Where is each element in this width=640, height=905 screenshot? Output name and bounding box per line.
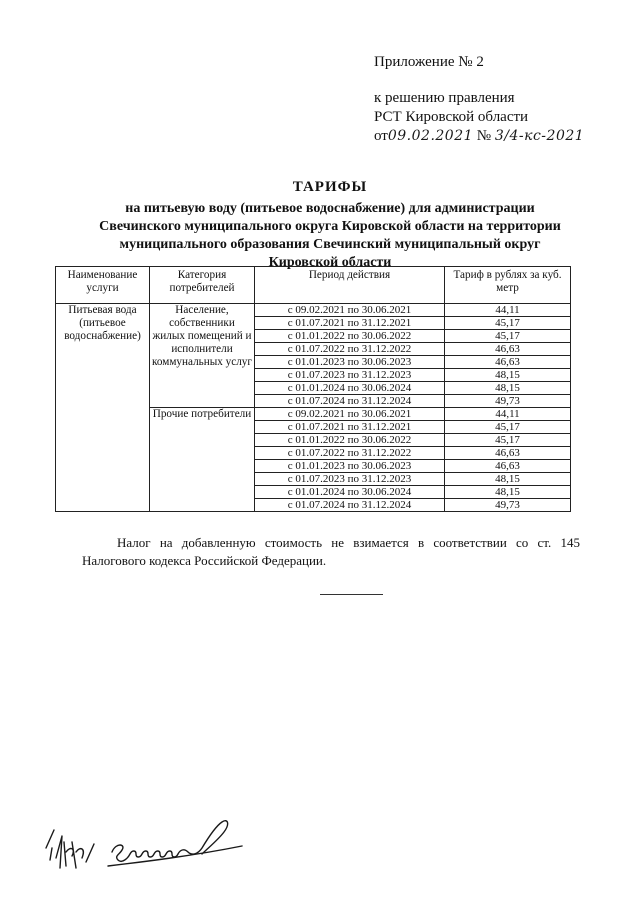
date-prefix: от — [374, 128, 388, 144]
period-cell: с 09.02.2021 по 30.06.2021 — [255, 304, 445, 317]
period-cell: с 01.07.2023 по 31.12.2023 — [255, 369, 445, 382]
tariff-cell: 49,73 — [445, 499, 571, 512]
closing-rule — [320, 594, 383, 595]
period-cell: с 01.07.2022 по 31.12.2022 — [255, 343, 445, 356]
tariff-cell: 46,63 — [445, 460, 571, 473]
tariff-table — [55, 266, 571, 512]
tariff-cell: 48,15 — [445, 486, 571, 499]
tariff-cell: 46,63 — [445, 343, 571, 356]
handwritten-number: 3/4-кс-2021 — [494, 128, 585, 144]
decision-reference: к решению правления — [374, 90, 515, 106]
period-cell: с 01.07.2024 по 31.12.2024 — [255, 499, 445, 512]
handwritten-date: 09.02.2021 — [387, 128, 474, 144]
vat-note — [82, 534, 580, 570]
header-category: Категория потребителей — [150, 267, 255, 304]
tariff-cell: 48,15 — [445, 473, 571, 486]
period-cell: с 01.01.2024 по 30.06.2024 — [255, 486, 445, 499]
period-cell: с 01.07.2021 по 31.12.2021 — [255, 421, 445, 434]
header-period: Период действия — [255, 267, 445, 304]
period-cell: с 01.01.2023 по 30.06.2023 — [255, 356, 445, 369]
header-tariff: Тариф в рублях за куб. метр — [445, 267, 571, 304]
tariff-cell: 45,17 — [445, 421, 571, 434]
tariff-cell: 48,15 — [445, 369, 571, 382]
period-cell: с 01.01.2024 по 30.06.2024 — [255, 382, 445, 395]
period-cell: с 01.07.2023 по 31.12.2023 — [255, 473, 445, 486]
table-header-row — [56, 267, 571, 304]
handwritten-signature — [42, 808, 252, 883]
period-cell: с 01.07.2021 по 31.12.2021 — [255, 317, 445, 330]
service-name-cell: Питьевая вода (питьевое водоснабжение) — [56, 304, 150, 512]
table-row — [56, 304, 571, 317]
period-cell: с 09.02.2021 по 30.06.2021 — [255, 408, 445, 421]
title-line-2: Свечинского муниципального округа Кировской области на территории — [99, 219, 561, 234]
appendix-header — [374, 53, 584, 146]
signature-icon — [42, 808, 252, 878]
tariff-cell: 45,17 — [445, 317, 571, 330]
category-cell: Прочие потребители — [150, 408, 255, 512]
tariff-cell: 49,73 — [445, 395, 571, 408]
number-prefix: № — [476, 128, 492, 144]
header-service: Наименование услуги — [56, 267, 150, 304]
title-line-4: Кировской области — [268, 255, 392, 270]
period-cell: с 01.01.2022 по 30.06.2022 — [255, 330, 445, 343]
period-cell: с 01.01.2022 по 30.06.2022 — [255, 434, 445, 447]
tariff-cell: 46,63 — [445, 356, 571, 369]
period-cell: с 01.01.2023 по 30.06.2023 — [255, 460, 445, 473]
tariff-cell: 46,63 — [445, 447, 571, 460]
table-body — [56, 304, 571, 512]
title-line-1: на питьевую воду (питьевое водоснабжение) для администрации — [125, 201, 535, 216]
period-cell: с 01.07.2024 по 31.12.2024 — [255, 395, 445, 408]
decision-date-line — [374, 127, 584, 146]
tariff-cell: 44,11 — [445, 408, 571, 421]
document-title — [40, 178, 620, 272]
tariff-cell: 48,15 — [445, 382, 571, 395]
note-line-1: Налог на добавленную стоимость не взимается в соответствии со ст. 145 — [117, 535, 580, 550]
title-line-3: муниципального образования Свечинский муниципальный округ — [119, 237, 541, 252]
appendix-number: Приложение № 2 — [374, 54, 484, 70]
authority-name: РСТ Кировской области — [374, 109, 529, 125]
note-line-2: Налогового кодекса Российской Федерации. — [82, 553, 327, 568]
title-main: ТАРИФЫ — [292, 179, 368, 195]
tariff-cell: 45,17 — [445, 434, 571, 447]
category-cell: Население, собственники жилых помещений и исполнители коммунальных услуг — [150, 304, 255, 408]
tariff-cell: 44,11 — [445, 304, 571, 317]
period-cell: с 01.07.2022 по 31.12.2022 — [255, 447, 445, 460]
tariff-cell: 45,17 — [445, 330, 571, 343]
